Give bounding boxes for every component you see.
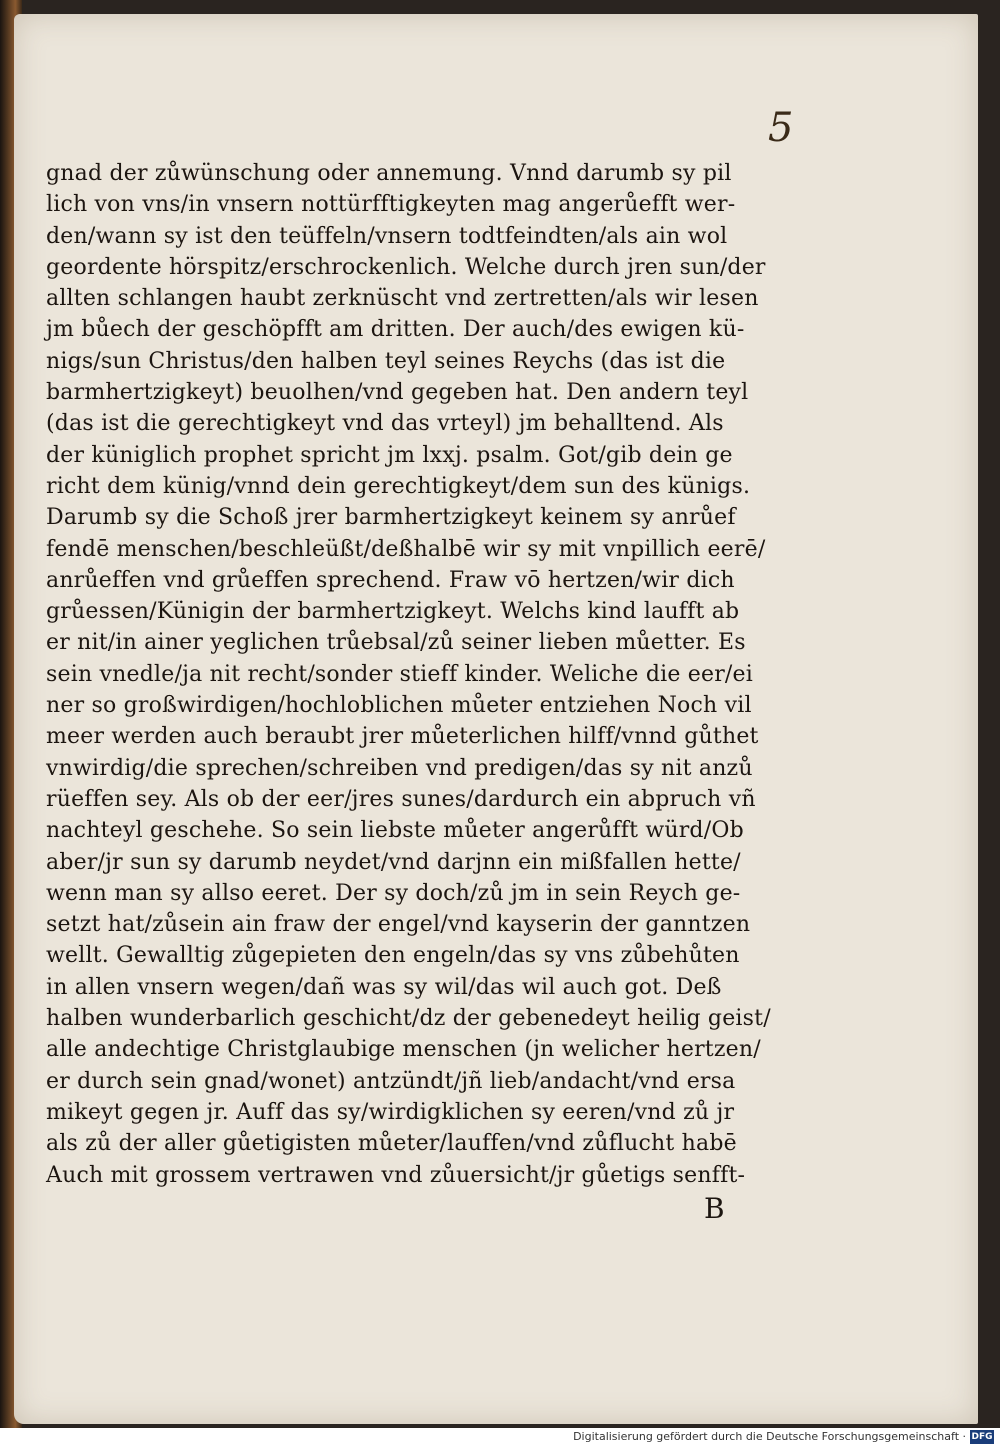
page-number: 5 (768, 105, 794, 151)
text-line: als zů der aller gůetigisten můeter/lauffen/vnd zůflucht habē (46, 1131, 737, 1157)
text-line: geordente hörspitz/erschrockenlich. Welche durch jren sun/der (46, 254, 766, 280)
text-line: ner so großwirdigen/hochloblichen můeter entziehen Noch vil (46, 693, 752, 719)
funding-notice: Digitalisierung gefördert durch die Deutsche Forschungsgemeinschaft · (573, 1430, 966, 1443)
footer-bar (0, 1428, 1000, 1447)
text-line: wenn man sy allso eeret. Der sy doch/zů jm in sein Reych ge- (46, 880, 741, 906)
text-line: gnad der zůwünschung oder annemung. Vnnd darumb sy pil (46, 161, 732, 186)
text-line: sein vnedle/ja nit recht/sonder stieff kinder. Weliche die eer/ei (46, 661, 753, 687)
body-text (46, 158, 796, 1191)
text-line: Darumb sy die Schoß jrer barmhertzigkeyt keinem sy anrůef (46, 505, 736, 531)
signature-mark: B (704, 1192, 725, 1225)
text-line: jm bůech der geschöpfft am dritten. Der auch/des ewigen kü- (46, 317, 745, 343)
text-line: rüeffen sey. Als ob der eer/jres sunes/dardurch ein abpruch vñ (46, 786, 756, 812)
text-line: in allen vnsern wegen/dañ was sy wil/das wil auch got. Deß (46, 974, 722, 1000)
text-line: halben wunderbarlich geschicht/dz der gebenedeyt heilig geist/ (46, 1006, 771, 1032)
text-line: (das ist die gerechtigkeyt vnd das vrteyl) jm behalltend. Als (46, 411, 724, 437)
text-line: der küniglich prophet spricht jm lxxj. psalm. Got/gib dein ge (46, 442, 733, 468)
text-line: nigs/sun Christus/den halben teyl seines Reychs (das ist die (46, 348, 726, 374)
text-line: fendē menschen/beschleüßt/deßhalbē wir sy mit vnpillich eerē/ (46, 536, 766, 562)
text-line: den/wann sy ist den teüffeln/vnsern todtfeindten/als ain wol (46, 223, 728, 249)
text-line: vnwirdig/die sprechen/schreiben vnd predigen/das sy nit anzů (46, 755, 753, 781)
text-line: allten schlangen haubt zerknüscht vnd zertretten/als wir lesen (46, 286, 759, 312)
dfg-logo-icon: DFG (971, 1432, 993, 1442)
text-line: setzt hat/zůsein ain fraw der engel/vnd kayserin der ganntzen (46, 912, 751, 938)
text-line: wellt. Gewalltig zůgepieten den engeln/das sy vns zůbehůten (46, 943, 740, 969)
text-line: nachteyl geschehe. So sein liebste můeter angerůfft würd/Ob (46, 818, 744, 844)
text-line: er nit/in ainer yeglichen trůebsal/zů seiner lieben můetter. Es (46, 630, 746, 656)
text-line: aber/jr sun sy darumb neydet/vnd darjnn ein mißfallen hette/ (46, 849, 741, 875)
text-line: richt dem künig/vnnd dein gerechtigkeyt/dem sun des künigs. (46, 473, 751, 499)
text-line: er durch sein gnad/wonet) antzündt/jñ lieb/andacht/vnd ersa (46, 1068, 736, 1094)
text-line: lich von vns/in vnsern nottürfftigkeyten mag angerůefft wer- (46, 192, 736, 218)
text-line: alle andechtige Christglaubige menschen (jn welicher hertzen/ (46, 1037, 761, 1063)
text-line: mikeyt gegen jr. Auff das sy/wirdigklichen sy eeren/vnd zů jr (46, 1099, 735, 1125)
text-line: anrůeffen vnd grůeffen sprechend. Fraw vō hertzen/wir dich (46, 567, 735, 593)
text-line: barmhertzigkeyt) beuolhen/vnd gegeben hat. Den andern teyl (46, 380, 749, 406)
text-line: meer werden auch beraubt jrer můeterlichen hilff/vnnd gůthet (46, 724, 759, 750)
text-line: Auch mit grossem vertrawen vnd zůuersicht/jr gůetigs senfft- (46, 1162, 746, 1188)
text-line: grůessen/Künigin der barmhertzigkeyt. Welchs kind laufft ab (46, 599, 740, 625)
